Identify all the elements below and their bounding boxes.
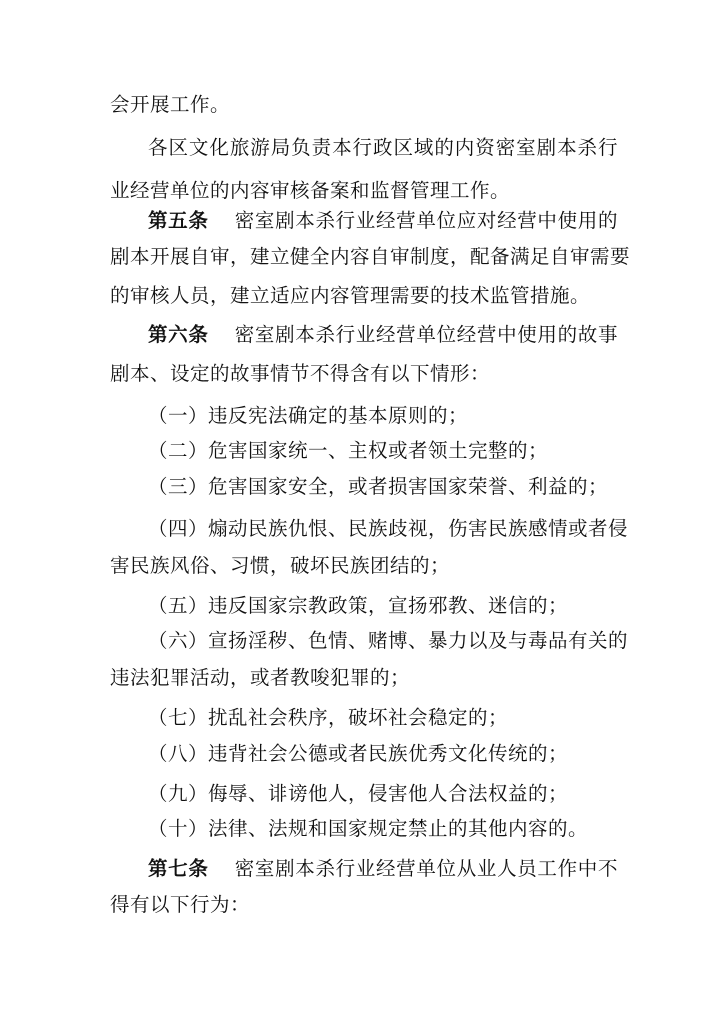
article-6-heading: 第六条 (148, 323, 209, 346)
text-line: 剧本、设定的故事情节不得含有以下情形： (110, 362, 491, 385)
text-line: 违法犯罪活动，或者教唆犯罪的； (110, 666, 411, 689)
text-line: 害民族风俗、习惯，破坏民族团结的； (110, 554, 451, 577)
text-line: 得有以下行为： (110, 893, 251, 916)
text-line: 剧本开展自审，建立健全内容自审制度，配备满足自审需要 (110, 245, 631, 268)
list-item: （七）扰乱社会秩序，破坏社会稳定的； (148, 706, 509, 729)
list-item: （一）违反宪法确定的基本原则的； (148, 404, 469, 427)
list-item: （十）法律、法规和国家规定禁止的其他内容的。 (148, 817, 589, 840)
article-6-line (148, 318, 618, 352)
article-7-line (148, 852, 618, 886)
list-item: （五）违反国家宗教政策，宣扬邪教、迷信的； (148, 594, 569, 617)
list-item: （二）危害国家统一、主权或者领土完整的； (148, 439, 549, 462)
article-7-text: 密室剧本杀行业经营单位从业人员工作中不 (234, 857, 618, 880)
article-5-heading: 第五条 (148, 209, 209, 232)
list-item: （四）煽动民族仇恨、民族歧视，伤害民族感情或者侵 (148, 517, 629, 540)
text-line: 会开展工作。 (110, 93, 231, 116)
article-5-line (148, 204, 618, 238)
text-line: 业经营单位的内容审核备案和监督管理工作。 (110, 179, 511, 202)
article-5-text: 密室剧本杀行业经营单位应对经营中使用的 (234, 209, 618, 232)
list-item: （三）危害国家安全，或者损害国家荣誉、利益的； (148, 475, 609, 498)
list-item: （六）宣扬淫秽、色情、赌博、暴力以及与毒品有关的 (148, 629, 629, 652)
text-line: 的审核人员，建立适应内容管理需要的技术监管措施。 (110, 284, 591, 307)
article-6-text: 密室剧本杀行业经营单位经营中使用的故事 (234, 323, 618, 346)
article-7-heading: 第七条 (148, 857, 209, 880)
list-item: （九）侮辱、诽谤他人，侵害他人合法权益的； (148, 782, 569, 805)
list-item: （八）违背社会公德或者民族优秀文化传统的； (148, 742, 569, 765)
text-line: 各区文化旅游局负责本行政区域的内资密室剧本杀行 (148, 136, 618, 159)
